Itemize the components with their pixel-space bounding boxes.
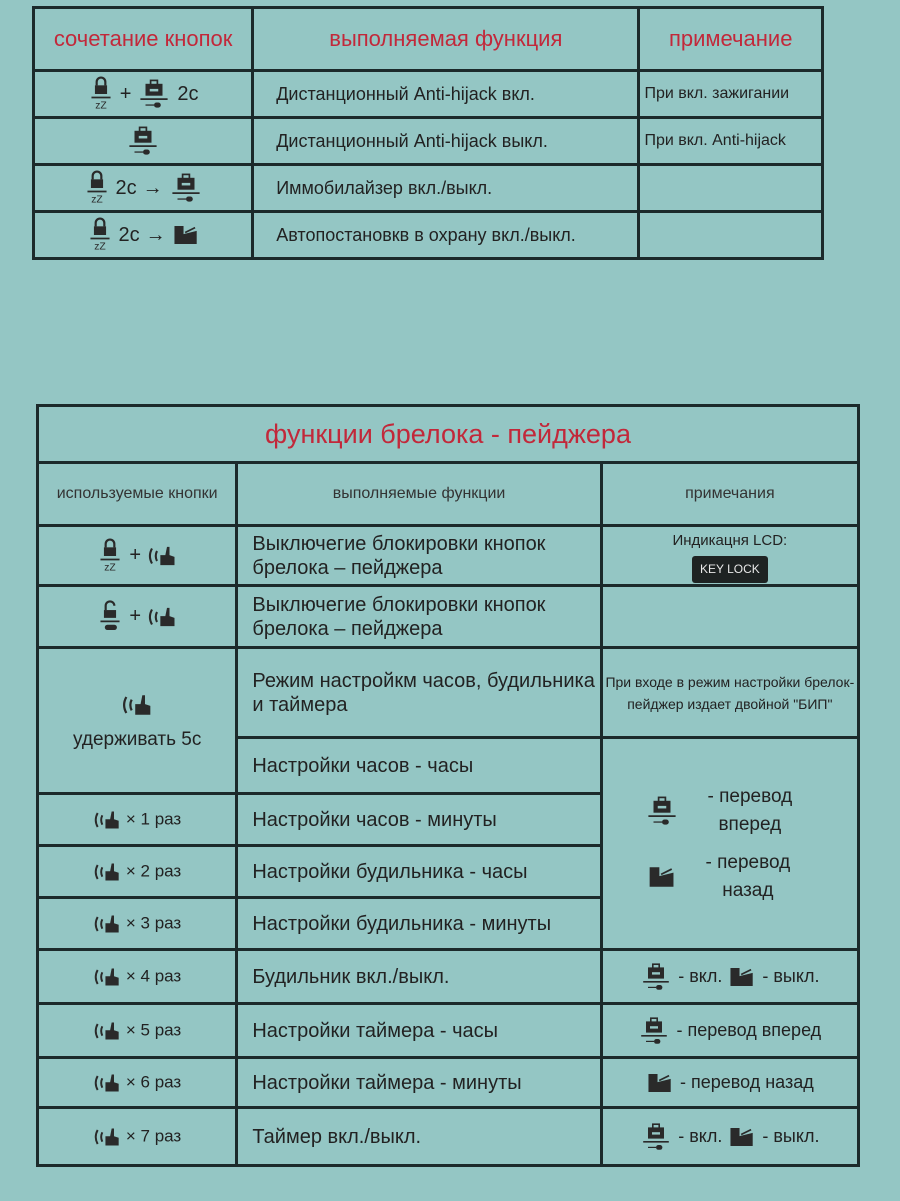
note-text: При вкл. зажигании <box>639 71 823 118</box>
press-count: × 1 раз <box>125 808 182 828</box>
function-text: Настройки часов - минуты <box>237 794 601 846</box>
wave-hand-icon <box>93 965 121 989</box>
function-text: Выключегие блокировки кнопок брелока – пейджера <box>237 526 601 586</box>
duration-text: 2c <box>118 223 140 246</box>
press-count: × 2 раз <box>125 860 182 880</box>
on-text: - вкл. <box>678 1126 723 1146</box>
note-cell <box>601 526 858 586</box>
button-cell <box>38 898 237 950</box>
forward-text: - перевод вперед <box>676 1020 822 1040</box>
table-row <box>38 1058 859 1108</box>
note-text: Индикацня LCD: <box>672 531 788 549</box>
trunk-icon <box>172 222 200 248</box>
button-cell <box>38 648 237 794</box>
function-text: Будильник вкл./выкл. <box>237 950 601 1004</box>
function-text: Настройки таймера - часы <box>237 1004 601 1058</box>
off-text: - выкл. <box>762 1126 820 1146</box>
button-cell <box>38 1004 237 1058</box>
table-row <box>38 586 859 648</box>
header-note: примечание <box>639 8 823 71</box>
note-text <box>639 212 823 259</box>
car-lock-icon <box>137 78 171 110</box>
lock-sleep-icon <box>97 538 123 574</box>
wave-hand-icon <box>121 691 153 719</box>
function-text: Автопостановкв в охрану вкл./выкл. <box>253 212 639 259</box>
trunk-icon <box>728 1124 756 1150</box>
car-lock-icon <box>640 1122 672 1152</box>
function-text: Настройки будильника - минуты <box>237 898 601 950</box>
wave-hand-icon <box>93 808 121 832</box>
combo-cell <box>34 71 253 118</box>
button-cell <box>38 586 237 648</box>
trunk-icon <box>647 863 677 891</box>
off-text: - выкл. <box>762 966 820 986</box>
plus-sign: + <box>129 544 142 566</box>
arrow-right-icon: → <box>142 176 163 199</box>
combo-cell <box>34 165 253 212</box>
wave-hand-icon <box>147 604 177 630</box>
note-text: При входе в режим настройки брелок-пейджер издает двойной "БИП" <box>601 648 858 738</box>
note-text <box>639 165 823 212</box>
button-cell <box>38 950 237 1004</box>
press-count: × 7 раз <box>125 1125 182 1145</box>
on-text: - вкл. <box>678 966 723 986</box>
function-text: Режим настройкм часов, будильника и таймера <box>237 648 601 738</box>
function-text: Таймер вкл./выкл. <box>237 1108 601 1166</box>
car-lock-icon <box>126 125 160 157</box>
table-row <box>38 1004 859 1058</box>
plus-sign: + <box>119 82 132 105</box>
wave-hand-icon <box>93 1019 121 1043</box>
header-combo: сочетание кнопок <box>34 8 253 71</box>
lock-sleep-icon <box>88 76 114 112</box>
plus-sign: + <box>129 605 142 627</box>
note-text: При вкл. Anti-hijack <box>639 118 823 165</box>
duration-text: 2c <box>177 82 199 105</box>
button-cell <box>38 526 237 586</box>
arrow-right-icon: → <box>145 223 166 246</box>
table-row <box>34 71 823 118</box>
combo-cell <box>34 212 253 259</box>
clock-legend-cell <box>601 738 858 950</box>
table-row <box>38 1108 859 1166</box>
function-text: Настройки часов - часы <box>237 738 601 794</box>
table-row <box>38 526 859 586</box>
button-cell <box>38 1058 237 1108</box>
back-text: - перевод назад <box>705 851 791 901</box>
note-cell <box>601 1004 858 1058</box>
wave-hand-icon <box>147 543 177 569</box>
page-title: функции брелока - пейджера <box>38 406 859 463</box>
table-row <box>34 165 823 212</box>
wave-hand-icon <box>93 1071 121 1095</box>
combo-functions-table <box>32 6 824 260</box>
wave-hand-icon <box>93 860 121 884</box>
press-count: × 4 раз <box>125 965 182 985</box>
table-row <box>34 118 823 165</box>
button-cell <box>38 794 237 846</box>
combo-cell <box>34 118 253 165</box>
trunk-icon <box>728 964 756 990</box>
press-count: × 6 раз <box>125 1071 182 1091</box>
note-cell <box>601 1058 858 1108</box>
header-function: выполняемая функция <box>253 8 639 71</box>
car-lock-icon <box>169 172 203 204</box>
button-cell <box>38 846 237 898</box>
button-cell <box>38 1108 237 1166</box>
header-buttons: используемые кнопки <box>38 463 237 526</box>
car-lock-icon <box>638 1016 670 1046</box>
forward-text: - перевод вперед <box>707 785 793 835</box>
press-count: × 3 раз <box>125 912 182 932</box>
duration-text: 2c <box>115 176 137 199</box>
table-row <box>38 648 859 738</box>
lock-sleep-icon <box>84 170 110 206</box>
press-count: × 5 раз <box>125 1019 182 1039</box>
trunk-icon <box>646 1070 674 1096</box>
note-cell <box>601 586 858 648</box>
lcd-badge: KEY LOCK <box>692 556 768 583</box>
function-text: Иммобилайзер вкл./выкл. <box>253 165 639 212</box>
function-text: Настройки будильника - часы <box>237 846 601 898</box>
wave-hand-icon <box>93 912 121 936</box>
table-row <box>38 950 859 1004</box>
car-lock-icon <box>645 795 679 827</box>
pager-functions-table <box>36 404 860 1167</box>
lock-sleep-icon <box>87 217 113 253</box>
table-row <box>34 212 823 259</box>
car-lock-icon <box>640 962 672 992</box>
function-text: Настройки таймера - минуты <box>237 1058 601 1108</box>
function-text: Выключегие блокировки кнопок брелока – пейджера <box>237 586 601 648</box>
note-cell <box>601 1108 858 1166</box>
note-cell <box>601 950 858 1004</box>
hold-text: удерживать 5с <box>72 728 202 750</box>
header-notes: примечания <box>601 463 858 526</box>
function-text: Дистанционный Anti-hijack вкл. <box>253 71 639 118</box>
function-text: Дистанционный Anti-hijack выкл. <box>253 118 639 165</box>
back-text: - перевод назад <box>679 1072 814 1092</box>
unlock-icon <box>97 599 123 635</box>
wave-hand-icon <box>93 1125 121 1149</box>
header-functions: выполняемые функции <box>237 463 601 526</box>
